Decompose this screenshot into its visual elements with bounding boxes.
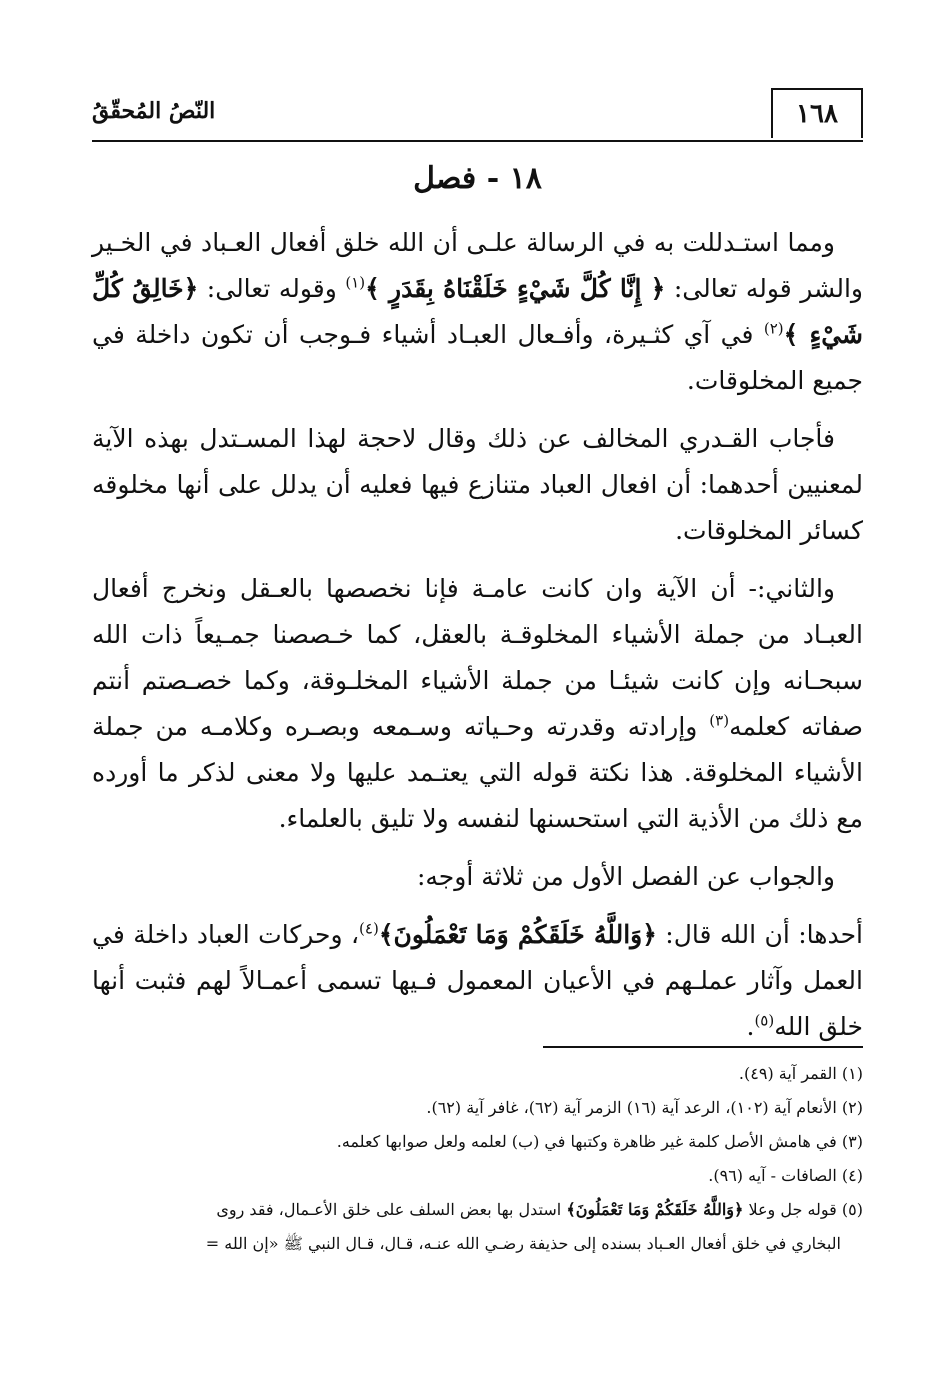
text-run: (٥) قوله جل وعلا <box>743 1200 863 1219</box>
quran-verse: ﴿وَاللَّهُ خَلَقَكُمْ وَمَا تَعْمَلُونَ﴾ <box>566 1200 744 1219</box>
footnote-divider <box>543 1046 863 1048</box>
footnote-5-continuation: البخاري في خلق أفعال العـباد بسنده إلى حذيفة رضـي الله عنـه، قـال، قـال النبي ﷺ «إن الله = <box>205 1234 841 1253</box>
footnote-4: (٤) الصافات - آيه (٩٦). <box>708 1166 863 1185</box>
paragraph-1 <box>92 220 863 404</box>
text-run: أحدها: أن الله قال: <box>656 920 863 949</box>
section-title: ١٨ - فصل <box>413 161 542 196</box>
quran-verse: ﴿وَاللَّهُ خَلَقَكُمْ وَمَا تَعْمَلُونَ﴾ <box>378 920 657 949</box>
paragraph-5 <box>92 912 863 1050</box>
text-run: وإرادته وقدرته وحـياته وسـمعه وبصـره وكلامـه من جملة الأشياء المخلوقة. هذا نكتة قوله التي يعتـمد عليها ولا معنى لذكر ما أورده مع ذلك من الأذية التي استحسنها لنفسه ولا تليق بالعلماء. <box>92 712 863 833</box>
page-header <box>92 88 863 142</box>
footnote-1: (١) القمر آية (٤٩). <box>738 1064 863 1083</box>
text-run: والثاني:- أن الآية وان كانت عامـة فإنا نخصصها بالعـقل ونخرج أفعال العبـاد من جملة الأشياء المخلوقـة بالعقل، كما خـصصنا جمـيعاً ذات الله سبحـانه وإن كانت شيئـا من جملة الأشياء المخلـوقة، وكما خصـصتم أنتم صفاته كعلمه <box>92 574 863 741</box>
footnote-ref: (٣) <box>709 711 730 730</box>
running-title: النّصُ المُحقّقُ <box>92 98 216 124</box>
footnote-ref: (٢) <box>763 319 784 338</box>
footnote-ref: (٥) <box>754 1011 775 1030</box>
text-run: ، وحركات العباد داخلة في العمل وآثار عملـهم في الأعيان المعمول فـيها تسمى أعمـالاً لهم فثبت أنها خلق الله <box>92 920 863 1041</box>
text-run: ومما استـدللت به في الرسالة علـى أن الله خلق أفعال العـباد في الخـير والشر قوله تعالى: <box>92 228 863 303</box>
quran-verse: ﴿ إِنَّا كُلَّ شَيْءٍ خَلَقْنَاهُ بِقَدَرٍ ﴾ <box>365 274 666 303</box>
text-run: وقوله تعالى: <box>198 274 346 303</box>
text-run: استدل بها بعض السلف على خلق الأعـمال، فقد روى <box>216 1200 567 1219</box>
text-run: . <box>746 1012 755 1041</box>
footnote-5 <box>92 1194 863 1225</box>
footnote-ref: (١) <box>345 273 366 292</box>
footnote-ref: (٤) <box>359 919 379 938</box>
paragraph-3 <box>92 566 863 842</box>
footnotes <box>92 1058 863 1259</box>
paragraph-2: فأجاب القـدري المخالف عن ذلك وقال لاحجة لهذا المسـتدل بهذه الآية لمعنيين أحدهما: أن افعال العباد متنازع فيها فعليه أن يدلل على أنها مخلوقه كسائر المخلوقات. <box>92 424 863 545</box>
footnote-3: (٣) في هامش الأصل كلمة غير ظاهرة وكتبها في (ب) لعلمه ولعل صوابها كعلمه. <box>336 1132 863 1151</box>
footnote-2: (٢) الأنعام آية (١٠٢)، الرعد آية (١٦) الزمر آية (٦٢)، غافر آية (٦٢). <box>426 1098 863 1117</box>
page-number: ١٦٨ <box>771 88 863 138</box>
quran-verse: ﴿خَالِقُ كُلِّ شَيْءٍ ﴾ <box>92 274 863 349</box>
paragraph-4: والجواب عن الفصل الأول من ثلاثة أوجه: <box>416 862 835 891</box>
main-text <box>92 158 863 1062</box>
text-run: في آي كثـيرة، وأفـعال العبـاد أشياء فـوجب أن تكون داخلة في جميع المخلوقات. <box>92 320 863 395</box>
